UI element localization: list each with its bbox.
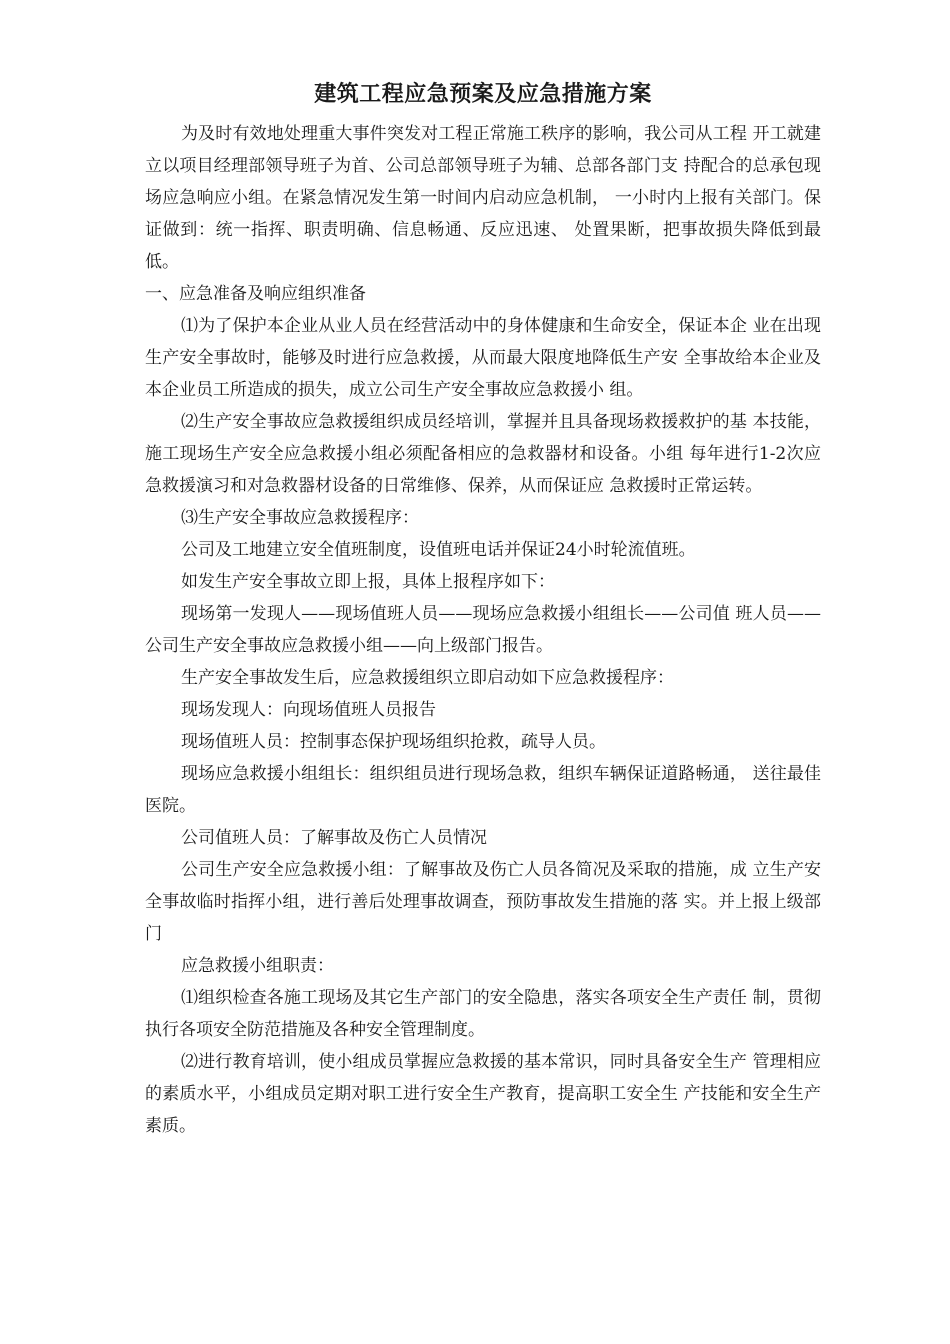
paragraph-item-2: ⑵生产安全事故应急救援组织成员经培训，掌握并且具备现场救援救护的基 本技能，施工现场生产安全应急救援小组必须配备相应的急救器材和设备。小组 每年进行1-2次应急救援演习和对急救器材设备的日常维修、保养，从而保证应 急救援时正常运转。 — [145, 412, 821, 496]
paragraph-team-leader: 现场应急救援小组组长：组织组员进行现场急救，组织车辆保证道路畅通， 送往最佳医院。 — [145, 764, 821, 816]
paragraph-intro: 为及时有效地处理重大事件突发对工程正常施工秩序的影响，我公司从工程 开工就建立以项目经理部领导班子为首、公司总部领导班子为辅、总部各部门支 持配合的总承包现场应急响应小组。在紧急情况发生第一时间内启动应急机制， 一小时内上报有关部门。保证做到：统一指挥、职责明确、信息畅通、反应迅速、 处置果断，把事故损失降低到最低。 — [145, 124, 821, 272]
paragraph-discoverer: 现场发现人：向现场值班人员报告 — [181, 700, 436, 720]
paragraph-duty-staff: 现场值班人员：控制事态保护现场组织抢救，疏导人员。 — [181, 732, 606, 752]
document-title: 建筑工程应急预案及应急措施方案 — [314, 81, 652, 107]
paragraph-report-intro: 如发生产安全事故立即上报，具体上报程序如下： — [181, 572, 555, 592]
paragraph-item-3: ⑶生产安全事故应急救援程序： — [181, 508, 419, 528]
document-page — [145, 78, 821, 1142]
paragraph-item-1: ⑴为了保护本企业从业人员在经营活动中的身体健康和生命安全，保证本企 业在出现生产安全事故时，能够及时进行应急救援，从而最大限度地降低生产安 全事故给本企业及本企业员工所造成的损失，成立公司生产安全事故应急救援小 组。 — [145, 316, 821, 400]
paragraph-duty-1: ⑴组织检查各施工现场及其它生产部门的安全隐患，落实各项安全生产责任 制，贯彻执行各项安全防范措施及各种安全管理制度。 — [145, 988, 821, 1040]
paragraph-duty-system: 公司及工地建立安全值班制度，设值班电话并保证24小时轮流值班。 — [181, 540, 696, 560]
paragraph-report-chain: 现场第一发现人——现场值班人员——现场应急救援小组组长——公司值 班人员——公司生产安全事故应急救援小组——向上级部门报告。 — [145, 604, 821, 656]
paragraph-duties-heading: 应急救援小组职责： — [181, 956, 334, 976]
paragraph-company-duty: 公司值班人员：了解事故及伤亡人员情况 — [181, 828, 487, 848]
paragraph-duty-2: ⑵进行教育培训，使小组成员掌握应急救援的基本常识，同时具备安全生产 管理相应的素质水平，小组成员定期对职工进行安全生产教育，提高职工安全生 产技能和安全生产素质。 — [145, 1052, 821, 1136]
section-heading-1: 一、应急准备及响应组织准备 — [145, 284, 366, 304]
paragraph-rescue-start: 生产安全事故发生后，应急救援组织立即启动如下应急救援程序： — [181, 668, 674, 688]
paragraph-company-team: 公司生产安全应急救援小组：了解事故及伤亡人员各简况及采取的措施，成 立生产安全事故临时指挥小组，进行善后处理事故调查，预防事故发生措施的落 实。并上报上级部门 — [145, 860, 821, 944]
